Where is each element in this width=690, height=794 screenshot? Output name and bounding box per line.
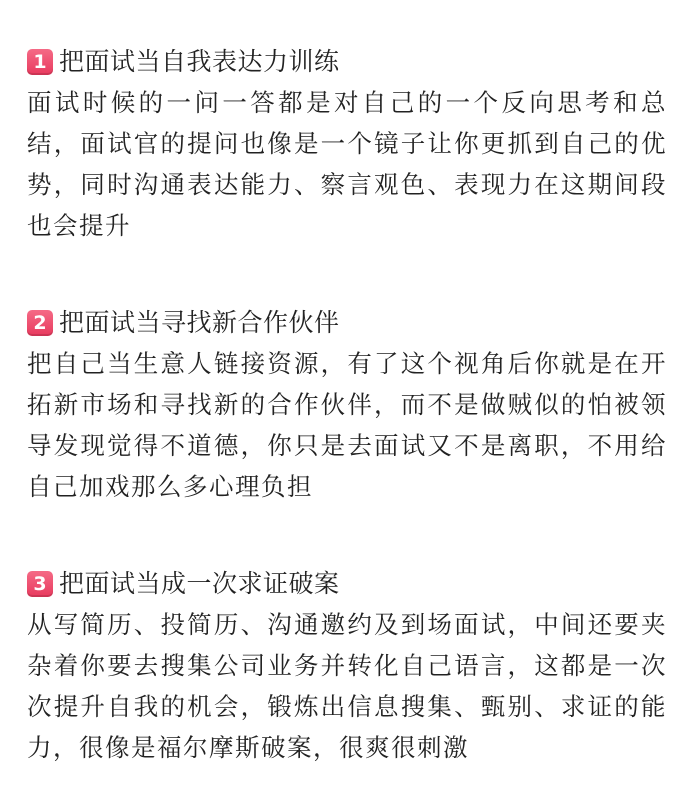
section-heading	[27, 305, 667, 341]
section-heading	[27, 566, 667, 602]
section-title: 把面试当寻找新合作伙伴	[59, 308, 340, 337]
keycap-number-icon: 2	[27, 310, 53, 336]
section-2	[27, 305, 667, 507]
keycap-number-icon: 3	[27, 571, 53, 597]
section-body: 从写简历、投简历、沟通邀约及到场面试，中间还要夹杂着你要去搜集公司业务并转化自己语言，这都是一次次提升自我的机会，锻炼出信息搜集、甄别、求证的能力，很像是福尔摩斯破案，很爽很刺激	[27, 610, 667, 762]
section-title: 把面试当成一次求证破案	[59, 569, 340, 598]
section-title: 把面试当自我表达力训练	[59, 47, 340, 76]
section-heading	[27, 44, 667, 80]
section-body: 把自己当生意人链接资源，有了这个视角后你就是在开拓新市场和寻找新的合作伙伴，而不是做贼似的怕被领导发现觉得不道德，你只是去面试又不是离职，不用给自己加戏那么多心理负担	[27, 349, 667, 501]
keycap-number-icon: 1	[27, 49, 53, 75]
section-body: 面试时候的一问一答都是对自己的一个反向思考和总结，面试官的提问也像是一个镜子让你更抓到自己的优势，同时沟通表达能力、察言观色、表现力在这期间段也会提升	[27, 88, 667, 240]
section-3	[27, 566, 667, 768]
section-1	[27, 44, 667, 246]
